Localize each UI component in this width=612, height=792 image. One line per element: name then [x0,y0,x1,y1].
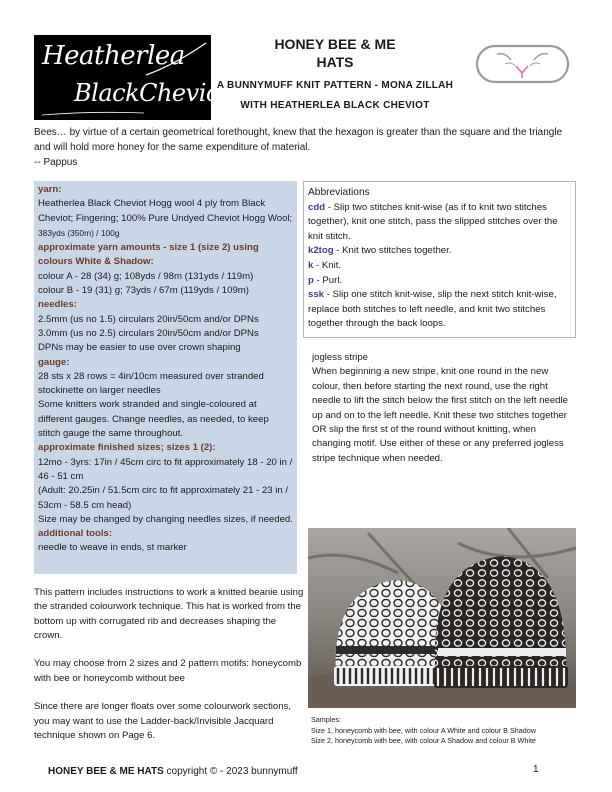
materials-box [34,181,297,574]
needle-note: DPNs may be easier to use over crown shaping [38,342,241,354]
heatherlea-logo [34,35,229,120]
size-note: Size may be changed by changing needles sizes, if needed. [38,513,293,525]
logo-line-1: Heatherlea [42,41,185,71]
abbreviation-definition: - Slip two stitches knit-wise (as if to knit two stitches together), knit one stitch, pass the slipped stitches over the knit stitch. [308,201,558,242]
abbreviation-item [308,244,571,259]
abbreviation-term: ssk [308,289,325,301]
yarn-weight: 383yds (350m) / 100g [38,227,120,238]
caption-label: Samples: [311,715,341,724]
gauge-text: 28 sts x 28 rows = 4in/10cm measured over stranded stockinette on larger needles [38,370,264,397]
abbreviation-definition: - Knit two stitches together. [333,245,452,257]
footer [48,766,298,777]
page-subtitle-line-2: WITH HEATHERLEA BLACK CHEVIOT [240,100,430,111]
abbreviation-term: p [308,274,314,286]
intro-paragraph-2: You may choose from 2 sizes and 2 pattern motifs: honeycomb with bee or honeycomb without bee [34,658,302,684]
abbreviation-term: k [308,259,314,271]
abbreviation-definition: - Knit. [313,259,342,271]
hats-photo [308,528,576,708]
yarn-heading: yarn: [38,184,62,195]
logo-line-2: BlackCheviot [74,79,229,107]
abbreviations-heading: Abbreviations [308,187,370,198]
colour-b-amount: colour B - 19 (31) g; 73yds / 67m (119yds / 109m) [38,285,249,297]
abbreviation-term: cdd [308,201,326,213]
needles-heading: needles: [38,299,77,311]
jogless-text: When beginning a new stripe, knit one round in the new colour, then before starting the next round, use the right needle to lift the stitch below the first stitch on the left needle up and on to the left needle. Knit these two stitches together OR slip the first st of the round without knitting, when changing motif. Use either of these or any preferred jogless stripe technique when needed. [312,366,568,464]
quote-text: Bees… by virtue of a certain geometrical forethought, knew that the hexagon is greater than the square and the triangle and will hold more honey for the same expenditure of material. [34,127,563,153]
needle-small: 2.5mm (us no 1.5) circulars 20in/50cm and/or DPNs [38,313,259,325]
abbreviation-term: k2tog [308,245,334,257]
size-child: 12mo - 3yrs: 17in / 45cm circ to fit approximately 18 - 20 in / 46 - 51 cm [38,456,293,482]
tools-heading: additional tools: [38,528,113,540]
intro-paragraph-3: Since there are longer floats over some colourwork sections, you may want to use the Ladder-back/Invisible Jacquard technique shown on Page 6. [34,701,292,741]
intro-section [34,586,304,758]
abbreviation-definition: - Purl. [313,274,343,286]
quote-attribution: -- Pappus [34,157,78,168]
size-adult: (Adult: 20.25in / 51.5cm circ to fit approximately 21 - 23 in / 53cm - 58.5 cm head) [38,485,289,511]
gauge-note: Some knitters work stranded and single-coloured at different gauges. Change needles, as needed, to keep stitch gauge the same throughout. [38,399,269,440]
page-title-line-2: HATS [316,54,354,70]
yarn-amounts-heading: approximate yarn amounts - size 1 (size 2) using colours White & Shadow: [38,242,259,268]
caption-line-1: Size 1, honeycomb with bee, with colour A White and colour B Shadow [311,725,536,735]
abbreviations-box [303,181,576,338]
page-number: 1 [533,764,539,775]
jogless-title: jogless stripe [312,352,368,363]
abbreviation-item [308,274,571,289]
footer-title: HONEY BEE & ME HATS [48,766,164,777]
tools-text: needle to weave in ends, st marker [38,542,187,554]
abbreviation-item [308,259,571,274]
abbreviation-item [308,288,571,332]
abbreviation-item [308,201,571,245]
intro-paragraph-1: This pattern includes instructions to work a knitted beanie using the stranded colourwork technique. This hat is worked from the bottom up with corrugated rib and decreases shaping the crown. [34,587,304,641]
bunnymuff-logo-icon [475,42,570,86]
gauge-heading: gauge: [38,356,70,368]
photo-caption [311,715,581,747]
colour-a-amount: colour A - 28 (34) g; 108yds / 98m (131yds / 119m) [38,270,254,282]
yarn-description: Heatherlea Black Cheviot Hogg wool 4 ply from Black Cheviot; Fingering; 100% Pure Undyed Cheviot Hogg Wool; 383yds (350m) / 100g [38,198,293,238]
jogless-stripe-section [312,351,577,466]
page-title: HONEY BEE & ME [274,36,396,52]
sizes-heading: approximate finished sizes; sizes 1 (2): [38,442,216,454]
abbreviation-definition: - Slip one stitch knit-wise, slip the next stitch knit-wise, replace both stitches to left needle, and knit two stitches together through the back loops. [308,289,557,330]
needle-large: 3.0mm (us no 2.5) circulars 20in/50cm and/or DPNs [38,327,259,339]
pappus-quote [34,125,579,170]
page-subtitle: A BUNNYMUFF KNIT PATTERN - MONA ZILLAH [216,80,454,91]
footer-copyright: copyright © - 2023 bunnymuff [163,766,298,777]
caption-line-2: Size 2, honeycomb with bee, with colour A Shadow and colour B White [311,736,536,746]
